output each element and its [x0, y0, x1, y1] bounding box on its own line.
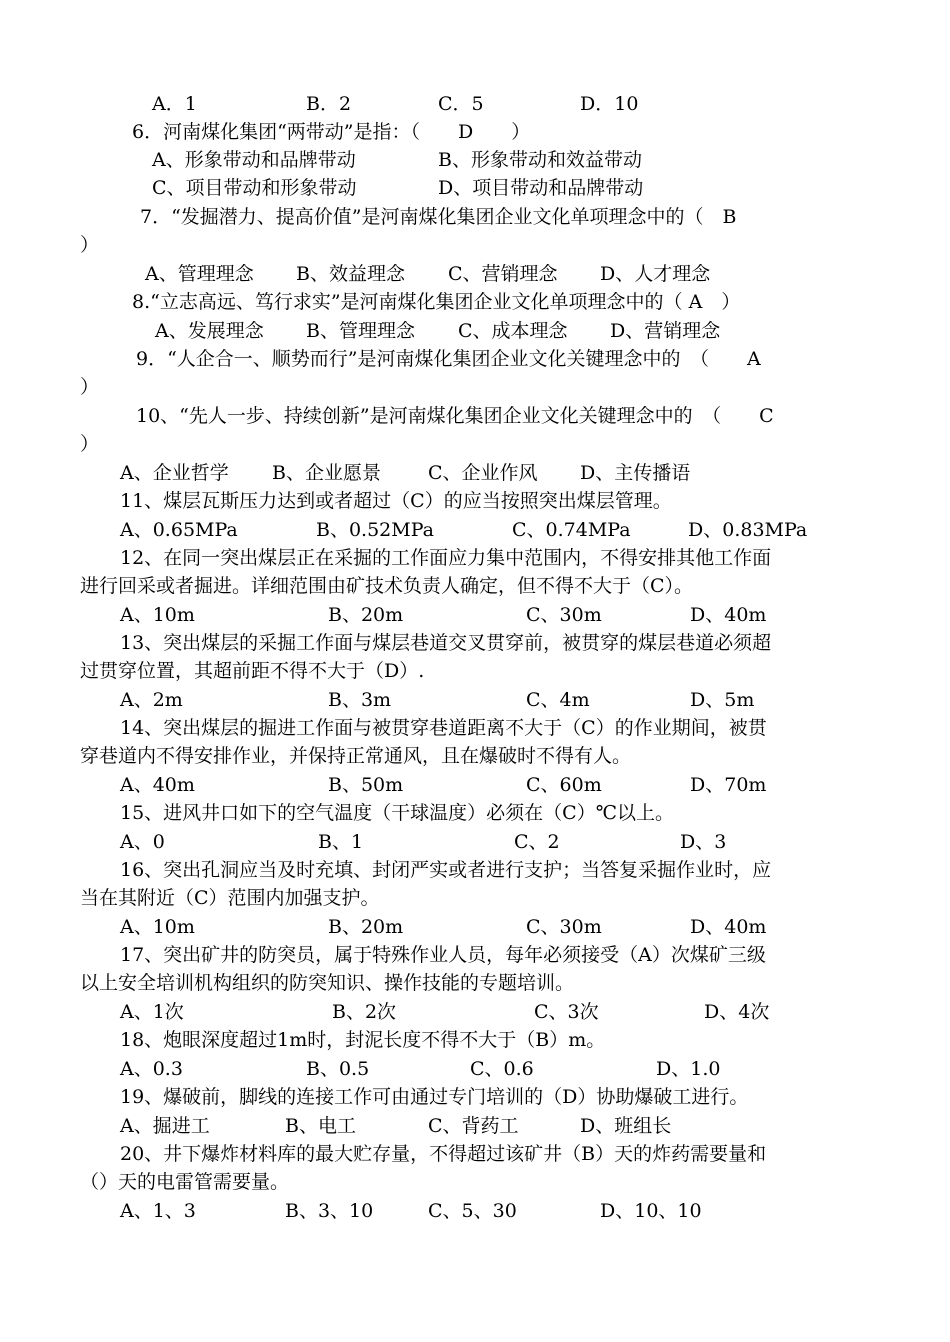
question-text: 20、井下爆炸材料库的最大贮存量，不得超过该矿井（B）天的炸药需要量和 — [120, 1143, 767, 1165]
option-d: D、70m — [690, 774, 767, 796]
question-text: 12、在同一突出煤层正在采掘的工作面应力集中范围内，不得安排其他工作面 — [120, 547, 772, 569]
question-text: 15、进风井口如下的空气温度（干球温度）必须在（C）℃以上。 — [120, 802, 674, 824]
option-b: B、管理理念 — [306, 320, 415, 342]
option-a: A、10m — [120, 916, 195, 938]
question-text-continued: 以上安全培训机构组织的防突知识、操作技能的专题培训。 — [80, 972, 575, 994]
option-d: D、营销理念 — [610, 320, 721, 342]
question-text-continued: ） — [80, 376, 100, 398]
option-a: A、企业哲学 — [120, 462, 229, 484]
option-c: C、成本理念 — [458, 320, 568, 342]
option-c: C、30m — [526, 604, 602, 626]
question-text-continued: ） — [80, 433, 100, 455]
option-d: D、1.0 — [656, 1058, 721, 1080]
question-text-continued: ） — [80, 234, 100, 256]
option-a: A、10m — [120, 604, 195, 626]
question-text: 7．“发掘潜力、提高价值”是河南煤化集团企业文化单项理念中的（ B — [140, 206, 737, 228]
option-d: D、班组长 — [580, 1115, 672, 1137]
question-text: 6．河南煤化集团“两带动”是指：（ D ） — [132, 121, 531, 143]
option-c: C、0.6 — [470, 1058, 534, 1080]
option-d: D、0.83MPa — [688, 519, 808, 541]
question-text: 11、煤层瓦斯压力达到或者超过（C）的应当按照突出煤层管理。 — [120, 490, 672, 512]
option-c: C、0.74MPa — [512, 519, 631, 541]
option-a: A、0.65MPa — [120, 519, 238, 541]
option-c: C、60m — [526, 774, 602, 796]
question-text: 18、炮眼深度超过1m时，封泥长度不得不大于（B）m。 — [120, 1029, 606, 1051]
option-d: D、3 — [680, 831, 727, 853]
question-text: 16、突出孔洞应当及时充填、封闭严实或者进行支护；当答复采掘作业时，应 — [120, 859, 772, 881]
option-a: A、形象带动和品牌带动 — [152, 149, 356, 171]
option-b: B、0.5 — [306, 1058, 370, 1080]
question-text: 19、爆破前，脚线的连接工作可由通过专门培训的（D）协助爆破工进行。 — [120, 1086, 749, 1108]
option-b: B、电工 — [285, 1115, 356, 1137]
option-c: C．5 — [438, 93, 484, 115]
option-b: B、3m — [328, 689, 392, 711]
option-b: B、1 — [318, 831, 364, 853]
option-a: A、管理理念 — [145, 263, 254, 285]
question-text-continued: 当在其附近（C）范围内加强支护。 — [80, 887, 380, 909]
option-c: C、企业作风 — [428, 462, 538, 484]
option-b: B、效益理念 — [296, 263, 405, 285]
option-d: D．10 — [580, 93, 639, 115]
option-a: A、2m — [120, 689, 183, 711]
option-a: A、1、3 — [120, 1200, 196, 1222]
question-text: 14、突出煤层的掘进工作面与被贯穿巷道距离不大于（C）的作业期间，被贯 — [120, 717, 767, 739]
question-text: 17、突出矿井的防突员，属于特殊作业人员，每年必须接受（A）次煤矿三级 — [120, 944, 766, 966]
question-text-continued: 穿巷道内不得安排作业，并保持正常通风，且在爆破时不得有人。 — [80, 745, 632, 767]
option-b: B、3、10 — [285, 1200, 374, 1222]
option-b: B、0.52MPa — [316, 519, 434, 541]
option-c: C、营销理念 — [448, 263, 558, 285]
option-d: D、人才理念 — [600, 263, 711, 285]
option-d: D、10、10 — [600, 1200, 702, 1222]
option-b: B、企业愿景 — [272, 462, 381, 484]
question-text: 10、“先人一步、持续创新”是河南煤化集团企业文化关键理念中的 （ C — [136, 405, 774, 427]
option-b: B．2 — [306, 93, 352, 115]
option-b: B、形象带动和效益带动 — [438, 149, 642, 171]
option-b: B、50m — [328, 774, 404, 796]
option-a: A．1 — [152, 93, 197, 115]
option-c: C、30m — [526, 916, 602, 938]
option-d: D、4次 — [704, 1001, 770, 1023]
option-a: A、0.3 — [120, 1058, 183, 1080]
question-text-continued: 进行回采或者掘进。详细范围由矿技术负责人确定，但不得不大于（C）。 — [80, 575, 694, 597]
option-c: C、背药工 — [428, 1115, 519, 1137]
option-d: D、5m — [690, 689, 755, 711]
option-c: C、2 — [514, 831, 560, 853]
option-a: A、1次 — [120, 1001, 184, 1023]
option-c: C、4m — [526, 689, 590, 711]
option-b: B、20m — [328, 916, 404, 938]
option-a: A、掘进工 — [120, 1115, 210, 1137]
option-c: C、3次 — [534, 1001, 599, 1023]
option-d: D、40m — [690, 604, 767, 626]
option-b: B、2次 — [332, 1001, 397, 1023]
option-d: D、项目带动和品牌带动 — [438, 177, 644, 199]
option-d: D、主传播语 — [580, 462, 691, 484]
option-c: C、5、30 — [428, 1200, 517, 1222]
question-text-continued: 过贯穿位置，其超前距不得不大于（D）. — [80, 660, 425, 682]
option-a: A、0 — [120, 831, 165, 853]
question-text: 13、突出煤层的采掘工作面与煤层巷道交叉贯穿前，被贯穿的煤层巷道必须超 — [120, 632, 772, 654]
question-text: 9．“人企合一、顺势而行”是河南煤化集团企业文化关键理念中的 （ A — [136, 348, 761, 370]
option-a: A、发展理念 — [155, 320, 264, 342]
option-a: A、40m — [120, 774, 195, 796]
question-text-continued: （）天的电雷管需要量。 — [80, 1171, 290, 1193]
question-text: 8.“立志高远、笃行求实”是河南煤化集团企业文化单项理念中的（ A ） — [132, 291, 741, 313]
option-b: B、20m — [328, 604, 404, 626]
option-c: C、项目带动和形象带动 — [152, 177, 357, 199]
option-d: D、40m — [690, 916, 767, 938]
